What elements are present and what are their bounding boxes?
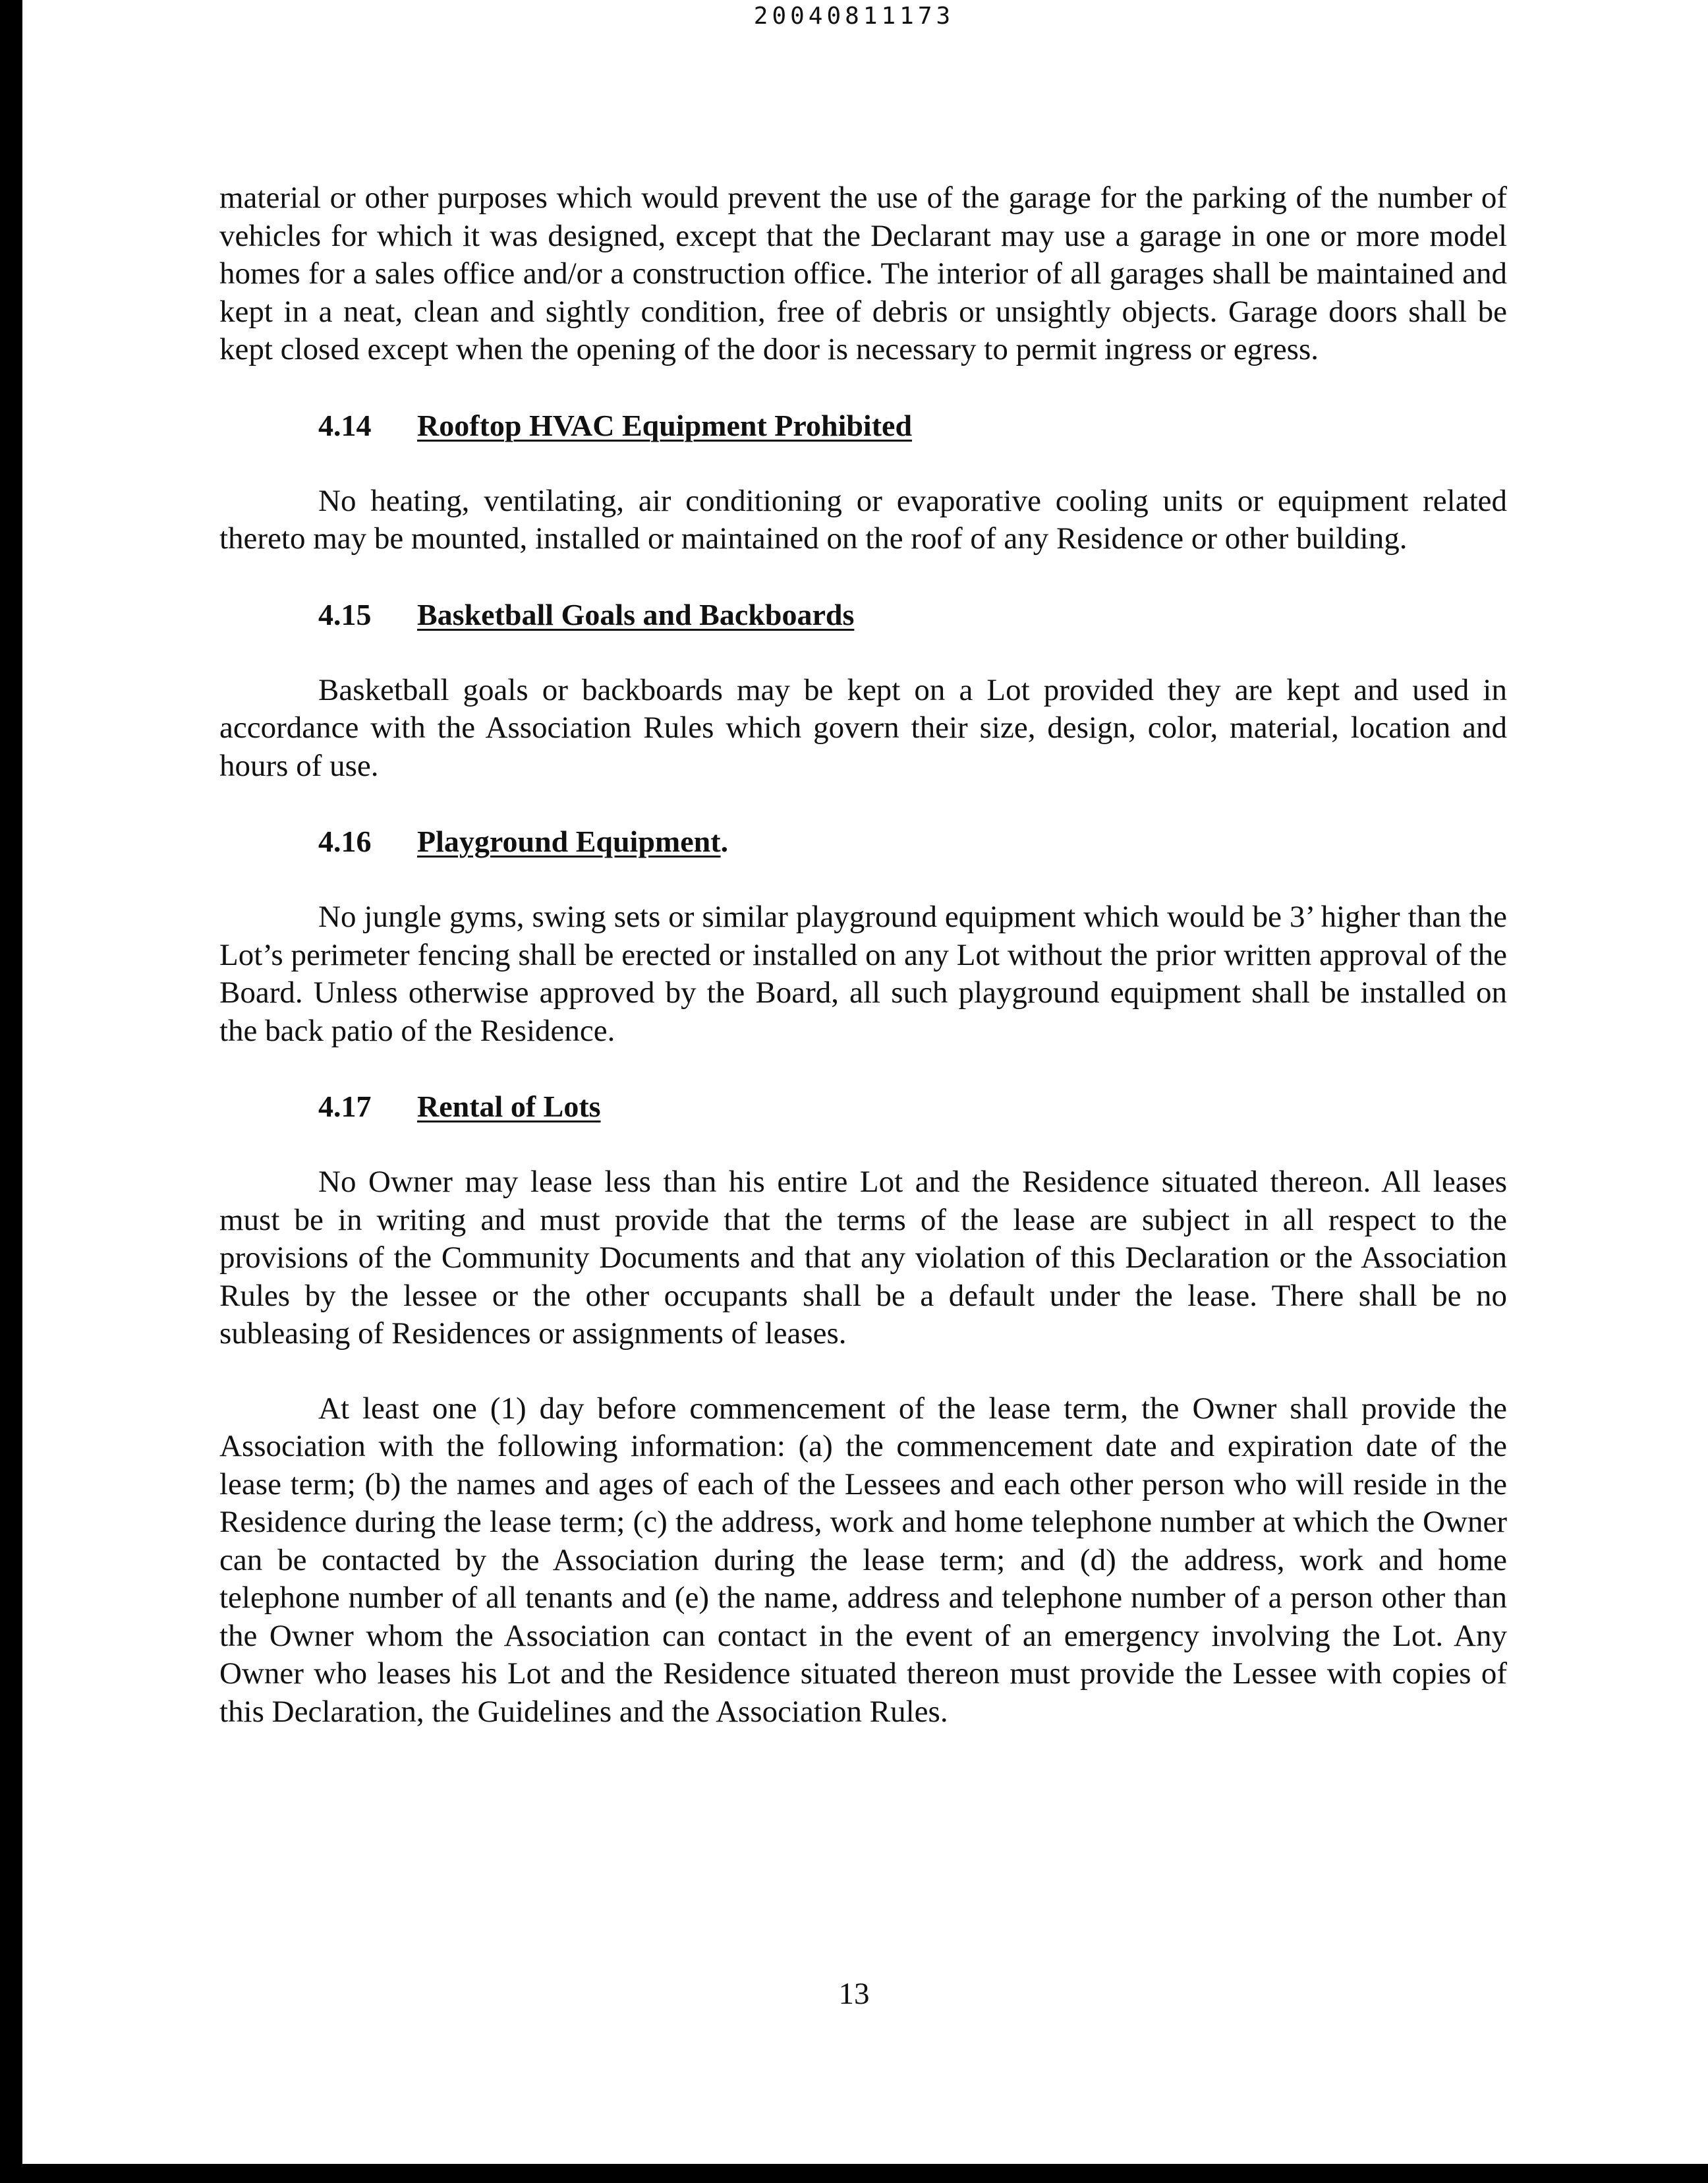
section-title: Rooftop HVAC Equipment Prohibited bbox=[417, 408, 913, 442]
section-title: Rental of Lots bbox=[417, 1090, 601, 1123]
section-heading-4-15 bbox=[219, 595, 1507, 635]
section-heading-4-16 bbox=[219, 822, 1507, 861]
intro-paragraph: material or other purposes which would prevent the use of the garage for the parking of the number of vehicles for which it was designed, except that the Declarant may use a garage in one or more model homes for a sales office and/or a construction office. The interior of all garages shall be maintained and kept in a neat, clean and sightly condition, free of debris or unsightly objects. Garage doors shall be kept closed except when the opening of the door is necessary to permit ingress or egress. bbox=[219, 181, 1507, 366]
section-4-16-paragraph: No jungle gyms, swing sets or similar playground equipment which would be 3’ higher than the Lot’s perimeter fencing shall be erected or installed on any Lot without the prior written approval of the Board. Unless otherwise approved by the Board, all such playground equipment shall be installed on the back patio of the Residence. bbox=[219, 900, 1507, 1048]
section-4-15-paragraph: Basketball goals or backboards may be kept on a Lot provided they are kept and used in accordance with the Association Rules which govern their size, design, color, material, location and hours of use. bbox=[219, 672, 1507, 783]
section-number: 4.15 bbox=[318, 597, 372, 631]
section-4-14-paragraph: No heating, ventilating, air conditioning or evaporative cooling units or equipment related thereto may be mounted, installed or maintained on the roof of any Residence or other building. bbox=[219, 483, 1507, 556]
section-4-17-paragraph-1: No Owner may lease less than his entire Lot and the Residence situated thereon. All leases must be in writing and must provide that the terms of the lease are subject in all respect to the provisions of the Community Documents and that any violation of this Declaration or the Association Rules by the lessee or the other occupants shall be a default under the lease. There shall be no subleasing of Residences or assignments of leases. bbox=[219, 1165, 1507, 1351]
section-number: 4.14 bbox=[318, 408, 372, 442]
section-heading-4-14 bbox=[219, 406, 1507, 446]
page-body bbox=[219, 179, 1507, 1731]
scan-border-left bbox=[0, 0, 22, 2183]
section-title: Playground Equipment bbox=[417, 825, 721, 858]
scan-border-bottom bbox=[0, 2164, 1708, 2183]
section-title-suffix: . bbox=[720, 825, 729, 858]
section-title: Basketball Goals and Backboards bbox=[417, 597, 855, 631]
page-number: 13 bbox=[838, 1977, 870, 2011]
section-number: 4.16 bbox=[318, 825, 372, 858]
section-heading-4-17 bbox=[219, 1087, 1507, 1126]
section-4-17-paragraph-2: At least one (1) day before commencement of the lease term, the Owner shall provide the Association with the following information: (a) the commencement date and expiration date of the lease term; (b) the names and ages of each of the Lessees and each other person who will reside in the Residence during the lease term; (c) the address, work and home telephone number at which the Owner can be contacted by the Association during the lease term; and (d) the address, work and home telephone number of all tenants and (e) the name, address and telephone number of a person other than the Owner whom the Association can contact in the event of an emergency involving the Lot. Any Owner who leases his Lot and the Residence situated thereon must provide the Lessee with copies of this Declaration, the Guidelines and the Association Rules. bbox=[219, 1391, 1507, 1729]
document-number: 20040811173 bbox=[753, 3, 955, 30]
section-number: 4.17 bbox=[318, 1090, 372, 1123]
